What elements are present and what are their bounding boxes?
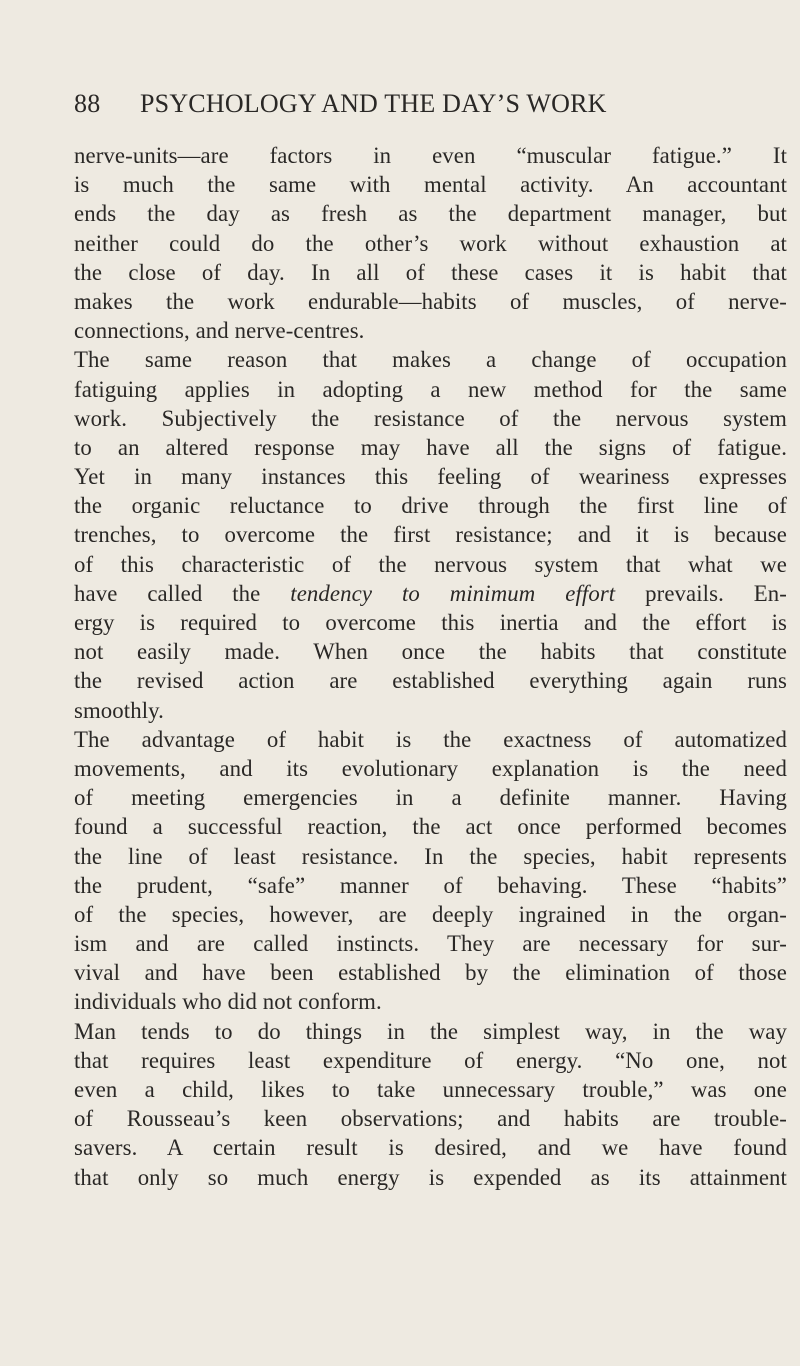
text-line: of meeting emergencies in a definite manner. Having xyxy=(74,785,787,811)
text-line: The same reason that makes a change of occupation xyxy=(74,347,787,373)
text-line: even a child, likes to take unnecessary trouble,” was one xyxy=(74,1077,787,1102)
text-line: Yet in many instances this feeling of weariness expresses xyxy=(74,464,787,490)
text-line: individuals who did not conform. xyxy=(74,989,382,1015)
text-line: movements, and its evolutionary explanation is the need xyxy=(74,755,787,781)
italic-phrase: tendency to minimum effort xyxy=(290,580,616,606)
text-line: the revised action are established everything again runs xyxy=(74,668,787,694)
page-number: 88 xyxy=(74,89,101,118)
text-segment: have called the xyxy=(74,580,291,606)
text-line: ergy is required to overcome this inertia and the effort is xyxy=(74,610,787,635)
text-line: work. Subjectively the resistance of the nervous system xyxy=(74,405,787,431)
text-line: fatiguing applies in adopting a new method for the same xyxy=(74,376,787,402)
text-line: Man tends to do things in the simplest way, in the way xyxy=(74,1018,787,1044)
text-line: the close of day. In all of these cases it is habit that xyxy=(74,259,787,285)
text-line: that only so much energy is expended as its attainment xyxy=(74,1164,787,1190)
text-line: nerve-units—are factors in even “muscular fatigue.” It xyxy=(74,143,787,168)
text-line: the prudent, “safe” manner of behaving. These “habits” xyxy=(74,872,787,898)
running-head xyxy=(74,88,734,120)
text-line: found a successful reaction, the act once performed becomes xyxy=(74,814,787,840)
text-line: neither could do the other’s work without exhaustion at xyxy=(74,230,787,256)
text-line: smoothly. xyxy=(74,697,164,723)
text-line: ends the day as fresh as the department manager, but xyxy=(74,201,787,227)
text-line: ism and are called instincts. They are necessary for sur- xyxy=(74,931,787,957)
body-text xyxy=(74,141,787,1192)
text-line: the line of least resistance. In the species, habit represents xyxy=(74,843,787,869)
text-line: trenches, to overcome the first resistance; and it is because xyxy=(74,522,787,548)
text-line: that requires least expenditure of energy. “No one, not xyxy=(74,1047,787,1073)
text-line: makes the work endurable—habits of muscles, of nerve- xyxy=(74,288,787,314)
text-line: of the species, however, are deeply ingrained in the organ- xyxy=(74,901,787,927)
text-line: is much the same with mental activity. An accountant xyxy=(74,172,787,198)
text-line: of this characteristic of the nervous system that what we xyxy=(74,551,787,577)
text-line: savers. A certain result is desired, and we have found xyxy=(74,1135,787,1161)
text-line: connections, and nerve-centres. xyxy=(74,318,365,344)
text-segment: prevails. En- xyxy=(615,580,787,606)
text-line: to an altered response may have all the signs of fatigue. xyxy=(74,434,787,460)
text-line: of Rousseau’s keen observations; and habits are trouble- xyxy=(74,1106,787,1132)
text-line: not easily made. When once the habits that constitute xyxy=(74,639,787,665)
running-title: PSYCHOLOGY AND THE DAY’S WORK xyxy=(140,89,607,118)
text-line xyxy=(74,579,787,608)
text-line: the organic reluctance to drive through the first line of xyxy=(74,493,787,519)
text-line: vival and have been established by the elimination of those xyxy=(74,960,787,986)
text-line: The advantage of habit is the exactness of automatized xyxy=(74,726,787,752)
